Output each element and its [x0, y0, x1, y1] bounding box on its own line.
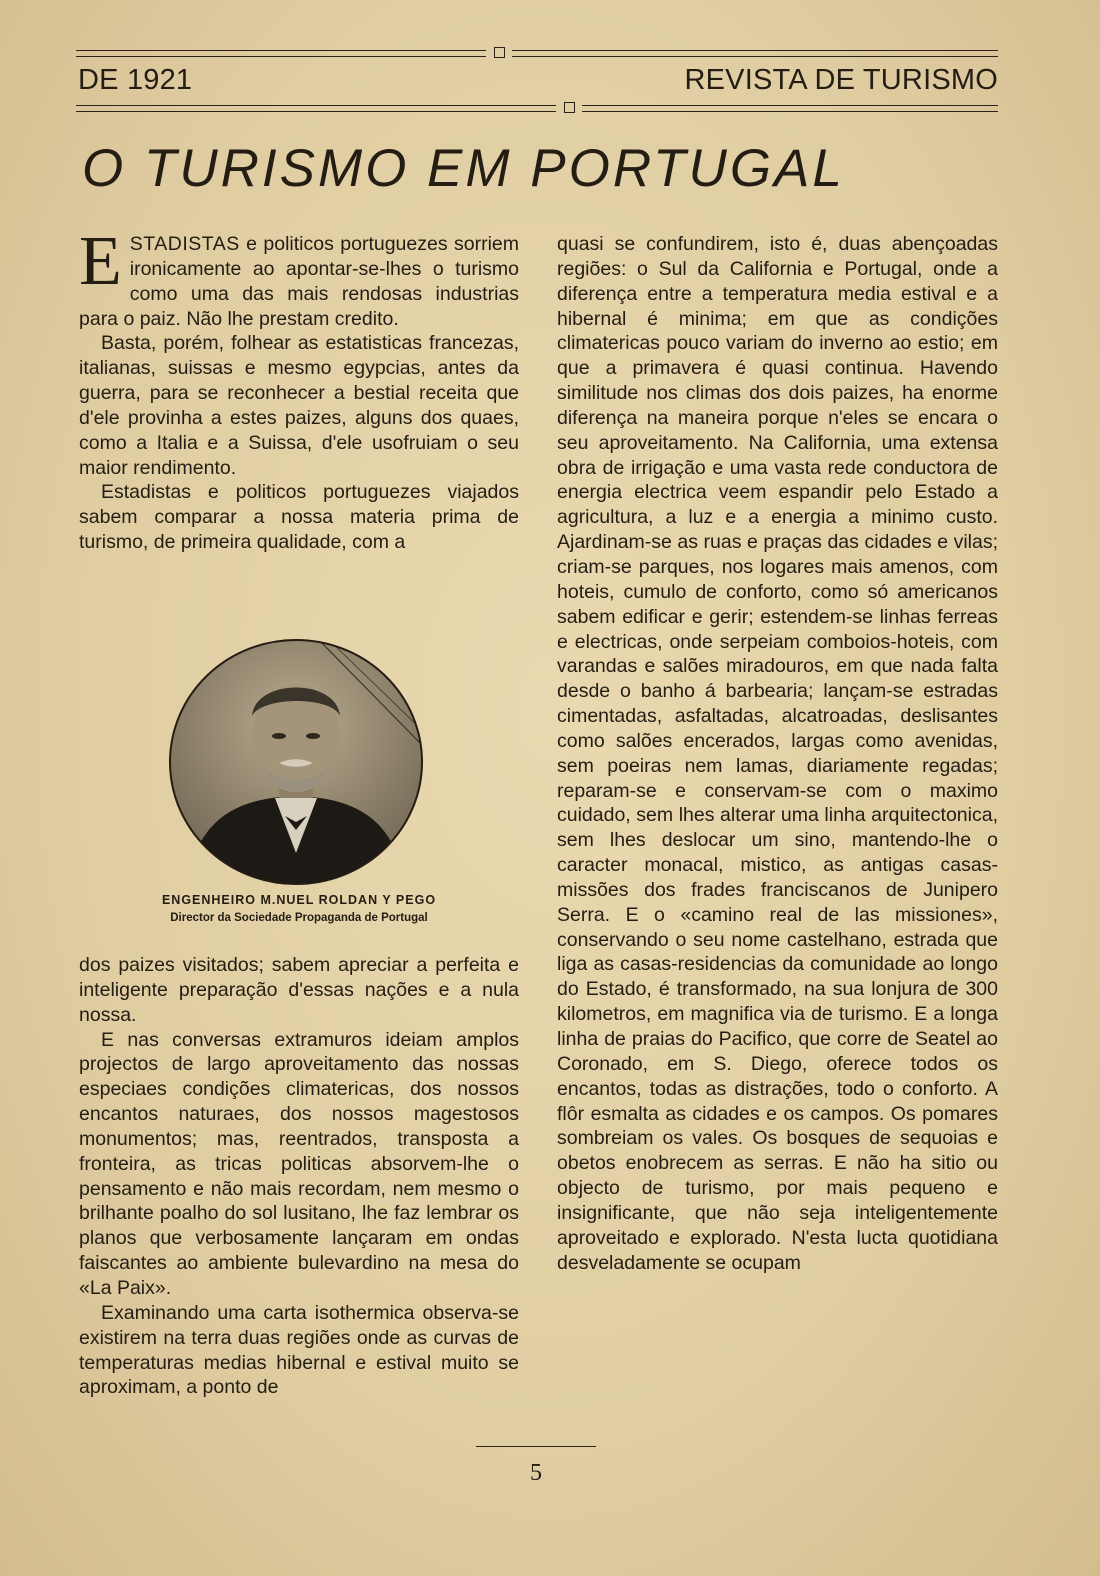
lead-word: STADISTAS: [129, 233, 240, 255]
portrait-caption-name: ENGENHEIRO M.NUEL ROLDAN Y PEGO: [161, 893, 437, 907]
ornament-box-icon: [494, 47, 505, 58]
left-column-top: [79, 223, 519, 555]
paragraph: dos paizes visitados; sabem apreciar a perfeita e inteligente preparação d'essas nações e a nula nossa.: [79, 954, 519, 1026]
paragraph: Estadistas e politicos portuguezes viajados sabem comparar a nossa materia prima de turismo, de primeira qualidade, com a: [79, 481, 519, 554]
portrait-photo: [167, 638, 425, 886]
header-bottom-rule: [76, 102, 998, 116]
article-title: O TURISMO EM PORTUGAL: [82, 139, 845, 198]
paragraph: Examinando uma carta isothermica observa-se existirem na terra duas regiões onde as curvas de temperaturas medias hibernal e estival muito se aproximam, a ponto de: [79, 1301, 519, 1399]
drop-cap: E: [79, 223, 122, 300]
portrait-caption-role: Director da Sociedade Propaganda de Portugal: [170, 912, 428, 924]
right-column: [557, 232, 998, 1275]
left-column-bottom: [79, 953, 519, 1400]
paragraph-text: e politicos portuguezes sorriem ironicamente ao apontar-se-lhes o turismo como uma das mais rendosas industrias para o paiz. Não lhe prestam credito.: [79, 233, 519, 330]
header-date: DE 1921: [78, 64, 193, 96]
paragraph: E nas conversas extramuros ideiam amplos projectos de largo aproveitamento das nossas especiaes condições climatericas, dos nossos encantos naturaes, dos nossos magestosos monumentos; mas, reentrados, transposta a fronteira, as tricas politicas absorvem-lhe o pensamento e não mais recordam, nem mesmo o brilhante poalho do sol lusitano, lhe faz lembrar os planos que verbosamente lançaram em ondas faiscantes ao ambiente bulevardino na mesa do «La Paix».: [79, 1028, 519, 1299]
page-number: 5: [530, 1460, 542, 1486]
footer-rule: [476, 1446, 596, 1447]
paragraph: Basta, porém, folhear as estatisticas francezas, italianas, suissas e mesmo egypcias, antes da guerra, para se reconhecer a bestial receita que d'ele provinha a estes paizes, alguns dos quaes, como a Italia e a Suissa, d'ele usofruiam o seu maior rendimento.: [79, 332, 519, 479]
paragraph: quasi se confundirem, isto é, duas abençoadas regiões: o Sul da California e Portugal, onde a diferença entre a temperatura media estival e a hibernal é minima; em que as condições climatericas pouco variam do inverno ao estio; em que a primavera é quasi continua. Havendo similitude nos climas dos dois paizes, ha enorme diferença na maneira porque n'eles se encara o seu aproveitamento. Na California, uma extensa obra de irrigação e uma vasta rede conductora de energia electrica veem espandir pelo Estado a agricultura, a luz e a energia a minimo custo. Ajardinam-se as ruas e praças das cidades e vilas; criam-se parques, nos logares mais amenos, com hoteis, cumulo de conforto, como só americanos sabem edificar e gerir; estendem-se linhas ferreas e electricas, onde serpeiam comboios-hoteis, com varandas e salões miradouros, em que nada falta desde o banho á barbearia; lançam-se estradas cimentadas, asfaltadas, alcatroadas, deslisantes como salões encerados, largas como avenidas, sem poeiras nem lamas, diariamente regadas; reparam-se e conservam-se com o maximo cuidado, sem lhes alterar uma linha arquitectonica, sem lhes deslocar um sino, mantendo-lhe o caracter monacal, mistico, as antigas casas-missões dos frades franciscanos de Junipero Serra. E o «camino real de las missiones», conservando o seu nome castelhano, estrada que liga as casas-residencias da comunidade ao longo do Estado, é transformado, na sua lonjura de 300 kilometros, em magnifica via de turismo. E a longa linha de praias do Pacifico, que corre de Seatel ao Coronado, em S. Diego, oferece todos os encantos, todas as distrações, todo o conforto. A flôr esmalta as cidades e os campos. Os pomares sombreiam os vales. Os bosques de sequoias e obetos enobrecem as serras. E não ha sitio ou objecto de turismo, por mais pequeno e insignificante, que não seja inteligentemente aproveitado e explorado. N'esta lucta quotidiana desveladamente se ocupam: [557, 233, 998, 1274]
ornament-box-icon: [564, 102, 575, 113]
header-publication-name: REVISTA DE TURISMO: [684, 64, 998, 96]
header-top-rule: [76, 47, 998, 61]
paragraph: [79, 223, 519, 331]
